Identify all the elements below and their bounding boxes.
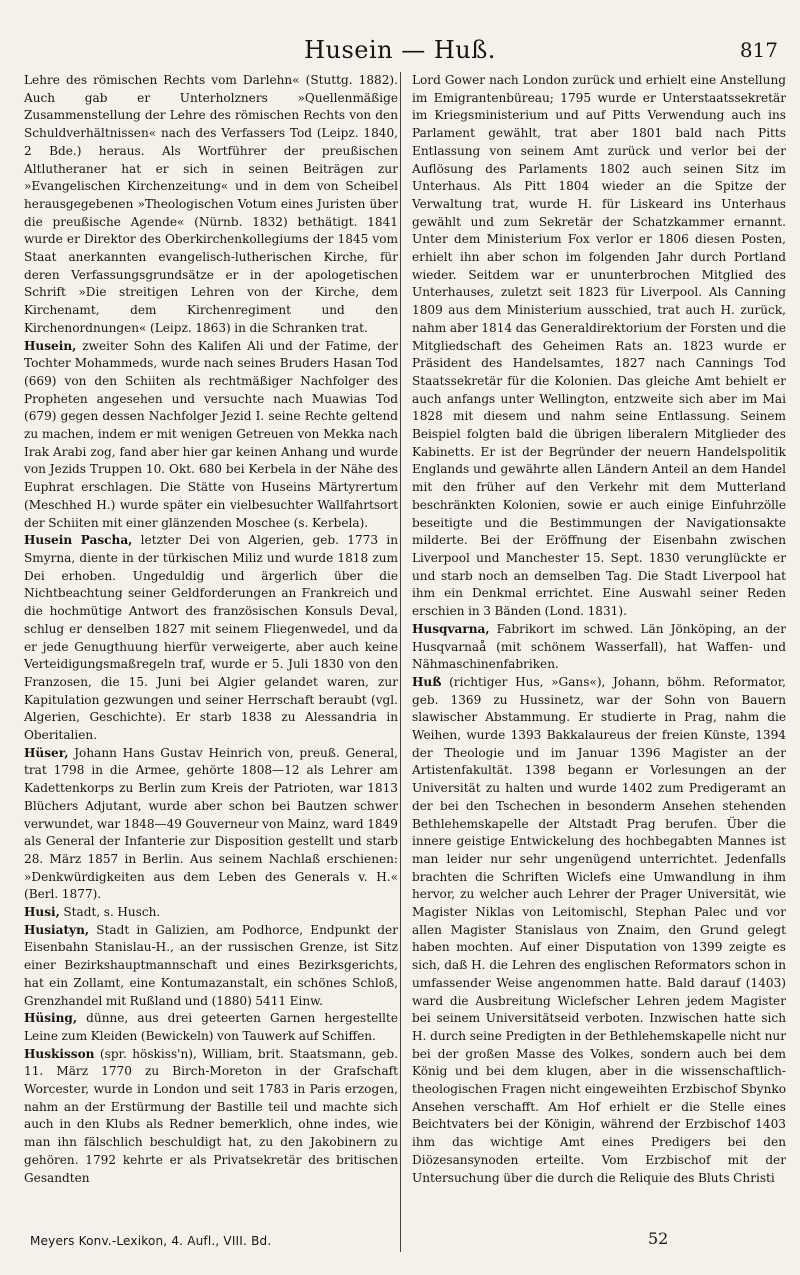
entry-term: Husein Pascha, bbox=[24, 533, 133, 548]
entry-term: Husi, bbox=[24, 905, 60, 920]
entry-text: Fabrikort im schwed. Län Jönköping, an der Husqvarnaå (mit schönem Wasserfall), hat Waffen- und Nähmaschinenfabriken. bbox=[412, 621, 786, 672]
header-title: Husein — Huß. bbox=[304, 36, 496, 64]
article-entry bbox=[24, 1010, 398, 1045]
entry-term: Hüser, bbox=[24, 745, 69, 760]
entry-text: (richtiger Hus, »Gans«), Johann, böhm. Reformator, geb. 1369 zu Hussinetz, war der Sohn von Bauern slawischer Abstammung. Er studierte in Prag, nahm die Weihen, wurde 1393 Bakkalaureus der freien Künste, 1394 der Theologie und im Januar 1396 Magister an der Artistenfakultät. 1398 begann er Vorlesungen an der Universität zu halten und wurde 1402 zum Predigeramt an der bei den Tschechen in besonderm Ansehen stehenden Bethlehemskapelle der Altstadt Prag berufen. Über die innere geistige Entwickelung des hochbegabten Mannes ist man leider nur sehr ungenügend unterrichtet. Jedenfalls brachten die Schriften Wiclefs eine Umwandlung in ihm hervor, zu welcher auch Lehrer der Prager Universität, wie Magister Niklas von Leitomischl, Stephan Palec und vor allen Magister Stanislaus von Znaim, den Grund gelegt haben mochten. Auf einer Disputation von 1399 zeigte es sich, daß H. die Lehren des englischen Reformators schon in umfassender Weise angenommen hatte. Bald darauf (1403) ward die Ausbreitung Wiclefscher Lehren jedem Magister bei seinem Universitätseid verboten. Inzwischen hatte sich H. durch seine Predigten in der Bethlehemskapelle nicht nur bei der großen Masse des Volkes, sondern auch bei dem König und bei dem klugen, aber in die wissenschaftlich-theologischen Fragen nicht eingeweihten Erzbischof Sbynko Ansehen verschafft. Am Hof erhielt er die Stelle eines Beichtvaters bei der Königin, während der Erzbischof 1403 ihm das wichtige Amt eines Predigers bei den Diözesansynoden erteilte. Vom Erzbischof mit der Untersuchung über die durch die Reliquie des Bluts Christi bbox=[412, 674, 786, 1185]
footer-imprint: Meyers Konv.-Lexikon, 4. Aufl., VIII. Bd. bbox=[30, 1234, 272, 1248]
left-column bbox=[24, 72, 398, 1187]
entry-text: dünne, aus drei geteerten Garnen hergestellte Leine zum Kleiden (Bewickeln) von Tauwerk auf Schiffen. bbox=[24, 1011, 398, 1043]
running-header bbox=[22, 36, 778, 70]
article-entry bbox=[412, 674, 786, 1187]
entry-text: Lord Gower nach London zurück und erhielt eine Anstellung im Emigrantenbüreau; 1795 wurde er Unterstaatssekretär im Kriegsministerium und auf Pitts Verwendung auch ins Parlament gewählt, trat aber 1801 bald nach Pitts Entlassung von seinem Amt zurück und verlor bei der Auflösung des Parlaments 1802 auch seinen Sitz im Unterhaus. Als Pitt 1804 wieder an die Spitze der Verwaltung trat, wurde H. für Liskeard ins Unterhaus gewählt und zum Sekretär der Schatzkammer ernannt. Unter dem Ministerium Fox verlor er 1806 diesen Posten, erhielt ihn aber schon im folgenden Jahr durch Portland wieder. Seitdem war er ununterbrochen Mitglied des Unterhauses, zuletzt seit 1823 für Liverpool. Als Canning 1809 aus dem Ministerium ausschied, trat auch H. zurück, nahm aber 1814 das Generaldirektorium der Forsten und die Mitgliedschaft des Geheimen Rats an. 1823 wurde er Präsident des Handelsamtes, 1827 nach Cannings Tod Staatssekretär für die Kolonien. Das gleiche Amt behielt er auch anfangs unter Wellington, entzweite sich aber im Mai 1828 mit diesem und nahm seine Entlassung. Seinem Beispiel folgten bald die übrigen liberalern Mitglieder des Kabinetts. Er ist der Begründer der neuern Handelspolitik Englands und gewährte allen Ländern Anteil an dem Handel mit den früher auf den Verkehr mit dem Mutterland beschränkten Kolonien, sowie er auch einige Einfuhrzölle beseitigte und die Bestimmungen der Navigationsakte milderte. Bei der Eröffnung der Eisenbahn zwischen Liverpool und Manchester 15. Sept. 1830 verunglückte er und starb noch an demselben Tag. Die Stadt Liverpool hat ihm ein Denkmal errichtet. Eine Auswahl seiner Reden erschien in 3 Bänden (Lond. 1831). bbox=[412, 73, 786, 619]
entry-text: zweiter Sohn des Kalifen Ali und der Fatime, der Tochter Mohammeds, wurde nach seines Bruders Hasan Tod (669) von den Schiiten als rechtmäßiger Nachfolger des Propheten angesehen und versuchte nach Muawias Tod (679) gegen dessen Nachfolger Jezid I. seine Rechte geltend zu machen, indem er mit wenigen Getreuen von Mekka nach Irak Arabi zog, fand aber hier gar keinen Anhang und wurde von Jezids Truppen 10. Okt. 680 bei Kerbela in der Nähe des Euphrat erschlagen. Die Stätte von Huseins Märtyrertum (Meschhed H.) wurde später ein vielbesuchter Wallfahrtsort der Schiiten mit einer glänzenden Moschee (s. Kerbela). bbox=[24, 338, 398, 530]
right-column bbox=[412, 72, 786, 1187]
entry-term: Husein, bbox=[24, 338, 77, 353]
entry-term: Husqvarna, bbox=[412, 621, 490, 636]
entry-term: Hüsing, bbox=[24, 1011, 78, 1026]
article-entry bbox=[24, 745, 398, 904]
page-number: 817 bbox=[739, 38, 778, 62]
entry-text: (spr. höskiss'n), William, brit. Staatsmann, geb. 11. März 1770 zu Birch-Moreton in der Grafschaft Worcester, wurde in London und seit 1783 in Paris erzogen, nahm an der Erstürmung der Bastille teil und machte sich auch in den Klubs als Redner bemerklich, ohne indes, wie man ihn fälschlich beschuldigt hat, zu den Jakobinern zu gehören. 1792 kehrte er als Privatsekretär des britischen Gesandten bbox=[24, 1046, 398, 1185]
article-entry bbox=[24, 532, 398, 744]
article-entry bbox=[24, 1046, 398, 1188]
column-divider bbox=[400, 72, 401, 1252]
entry-text: Lehre des römischen Rechts vom Darlehn« (Stuttg. 1882). Auch gab er Unterholzners »Quellenmäßige Zusammenstellung der Lehre des römischen Rechts von den Schuldverhältnissen« nach des Verfassers Tod (Leipz. 1840, 2 Bde.) heraus. Als Wortführer der preußischen Altlutheraner hat er sich in seinen Beiträgen zur »Evangelischen Kirchenzeitung« und in dem von Scheibel herausgegebenen »Theologischen Votum eines Juristen über die preußische Agende« (Nürnb. 1832) bethätigt. 1841 wurde er Direktor des Oberkirchenkollegiums der 1845 vom Staat anerkannten evangelisch-lutherischen Kirche, für deren Verfassungsgrundsätze er in der apologetischen Schrift »Die streitigen Lehren von der Kirche, dem Kirchenamt, dem Kirchenregiment und den Kirchenordnungen« (Leipz. 1863) in die Schranken trat. bbox=[24, 73, 398, 335]
entry-text: letzter Dei von Algerien, geb. 1773 in Smyrna, diente in der türkischen Miliz und wurde 1818 zum Dei erhoben. Ungeduldig und ärgerlich über die Nichtbeachtung seiner Geldforderungen an Frankreich und die hochmütige Antwort des französischen Konsuls Deval, schlug er denselben 1827 mit seinem Fliegenwedel, und da er jede Genugthuung hierfür verweigerte, aber auch keine Verteidigungsmaßregeln traf, wurde er 5. Juli 1830 von den Franzosen, die 15. Juni bei Algier gelandet waren, zur Kapitulation gezwungen und seiner Herrschaft beraubt (vgl. Algerien, Geschichte). Er starb 1838 zu Alessandria in Oberitalien. bbox=[24, 533, 398, 743]
article-entry bbox=[24, 904, 398, 922]
entry-text: Johann Hans Gustav Heinrich von, preuß. General, trat 1798 in die Armee, gehörte 1808—12 als Lehrer am Kadettenkorps zu Berlin zum Kreis der Patrioten, war 1813 Blüchers Adjutant, wurde aber schon bei Bautzen schwer verwundet, war 1848—49 Gouverneur von Mainz, ward 1849 als General der Infanterie zur Disposition gestellt und starb 28. März 1857 in Berlin. Aus seinem Nachlaß erschienen: »Denkwürdigkeiten aus dem Leben des Generals v. H.« (Berl. 1877). bbox=[24, 745, 398, 902]
article-entry bbox=[24, 922, 398, 1011]
entry-text: Stadt in Galizien, am Podhorce, Endpunkt der Eisenbahn Stanislau-H., an der russischen Grenze, ist Sitz einer Bezirkshauptmannschaft und eines Bezirksgerichts, hat ein Zollamt, eine Kontumazanstalt, ein schönes Schloß, Grenzhandel mit Rußland und (1880) 5411 Einw. bbox=[24, 922, 398, 1008]
entry-term: Husiatyn, bbox=[24, 922, 90, 937]
article-entry bbox=[412, 621, 786, 674]
article-entry bbox=[24, 72, 398, 338]
entry-text: Stadt, s. Husch. bbox=[59, 905, 161, 920]
entry-term: Huß bbox=[412, 674, 442, 689]
article-entry bbox=[24, 338, 398, 533]
entry-term: Huskisson bbox=[24, 1046, 95, 1061]
article-entry bbox=[412, 72, 786, 621]
footer-signature: 52 bbox=[648, 1229, 669, 1248]
